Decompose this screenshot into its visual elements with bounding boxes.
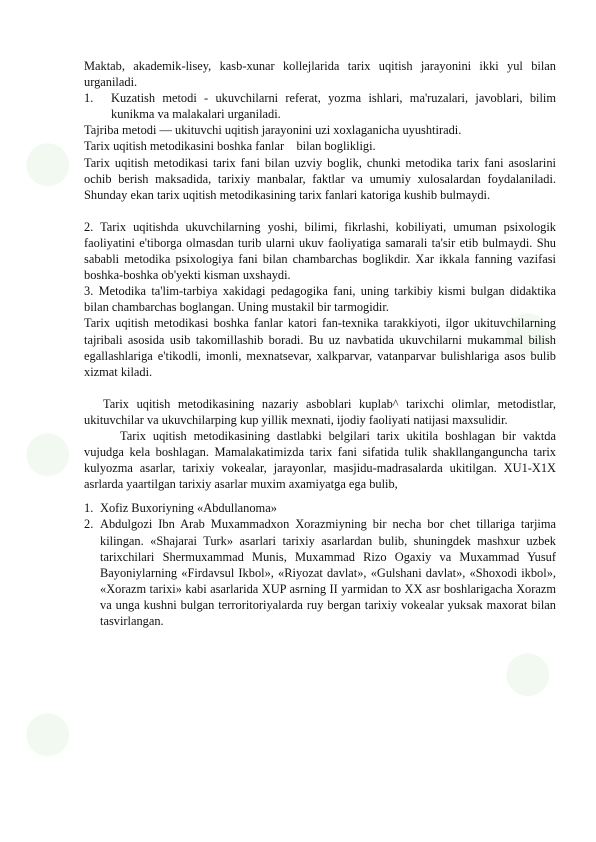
paragraph-intro: Maktab, akademik-lisey, kasb-xunar kollejlarida tarix uqitish jarayonini ikki yul bilan urganiladi. [84, 59, 556, 90]
paragraph-experiment-method: Tajriba metodi — ukituvchi uqitish jarayonini uzi xoxlaganicha uyushtiradi. [84, 123, 462, 138]
paragraph-early-signs: Tarix uqitish metodikasining dastlabki belgilari tarix ukitila boshlagan bir vaktda vujudga kela boshlagan. Mamalakatimizda tarix fani sifatida tulik shakllanganguncha tarix kulyozma asarlar, tarixiy vokealar, jarayonlar, masjidu-madrasalarda ukitilgan. XU1-X1X asrlarda yaartilgan tarixiy asarlar muxim axamiyatga ega bulib, [84, 428, 556, 492]
watermark-logo-2: ● [3, 413, 86, 492]
document-page [84, 58, 556, 629]
paragraph-text: Kuzatish metodi - ukuvchilarni referat, yozma ishlari, ma'ruzalari, javoblari, bilim kunikma va malakalari urganiladi. [111, 91, 556, 122]
paragraph-history-link: Tarix uqitish metodikasi tarix fani bilan uzviy boglik, chunki metodika tarix fani asoslarini ochib berish maksadida, tarixiy manbalar, faktlar va umumiy xulosalardan foydalaniladi. Shunday ekan tarix uqitish metodikasining tarix fanlari katoriga kushib bulmaydi. [84, 155, 556, 202]
list-item [84, 500, 556, 516]
list-item-number: 1. [84, 501, 94, 516]
watermark-logo-3: ● [3, 693, 86, 772]
spacer [84, 203, 556, 219]
spacer [84, 380, 556, 396]
watermark-logo-5: ● [483, 633, 566, 712]
paragraph-pedagogy-link: 3. Metodika ta'lim-tarbiya xakidagi pedagogika fani, uning tarkibiy kismi bulgan didaktika bilan chambarchas boglangan. Uning mustakil bir tarmogidir. [84, 284, 556, 315]
paragraph-development: Tarix uqitish metodikasi boshka fanlar katori fan-texnika tarakkiyoti, ilgor ukituvchilarning tajribali asosida usib takomillashib boradi. Bu uz navbatida ukuvchilarni mukammal bilish egallashlariga e'tikodli, imonli, mexnatsevar, xalkparvar, vatanparvar bulishlariga asos bulib xizmat kiladi. [84, 316, 556, 379]
paragraph-theory-basis: Tarix uqitish metodikasining nazariy asboblari kuplab^ tarixchi olimlar, metodistlar, ukituvchilar va ukuvchilarping kup yillik mexnati, ijodiy faoliyati natijasi maxsulidir. [84, 396, 556, 427]
watermark-logo-1: ● [3, 123, 86, 202]
list-item-number: 2. [84, 517, 94, 532]
paragraph-section-heading: Tarix uqitish metodikasini boshka fanlar bilan boglikligi. [84, 139, 376, 154]
list-item [84, 516, 556, 629]
list-item-text: Xofiz Buxoriyning «Abdullanoma» [100, 501, 277, 516]
paragraph-number: 1. [84, 91, 94, 106]
paragraph-psychology-link: 2. Tarix uqitishda ukuvchilarning yoshi, bilimi, fikrlashi, kobiliyati, umuman psixologik faoliyatini e'tiborga olmasdan turib ularni ukuv faoliyatiga samarali ta'sir etib bulmaydi. Shu sababli metodika psixologiya fani bilan chambarchas boglikdir. Xar ikkala fanning vazifasi boshka-boshka ob'yekti kisman uxshaydi. [84, 219, 556, 283]
spacer [84, 492, 556, 500]
sources-list [84, 500, 556, 629]
paragraph-observation-method [84, 90, 556, 122]
watermark-logo-4: ● [483, 293, 566, 372]
list-item-text: Abdulgozi Ibn Arab Muxammadxon Xorazmiyning bir necha bor chet tillariga tarjima kilingan. «Shajarai Turk» asarlari tarixiy asarlardan bulib, shuningdek mashxur uzbek tarixchilari Shermuxammad Munis, Muxammad Rizo Ogaxiy va Muxammad Yusuf Bayoniylarning «Firdavsul Ikbol», «Riyozat davlat», «Gulshani davlat», «Shoxodi ikbol», «Xorazm tarixi» kabi asarlarida XUP asrning II yarmidan to XX asr boshlarigacha Xorazm va unga kushni bulgan terroritoriyalarda ruy bergan tarixiy vokealar yuksak maxorat bilan tasvirlangan. [100, 517, 556, 628]
